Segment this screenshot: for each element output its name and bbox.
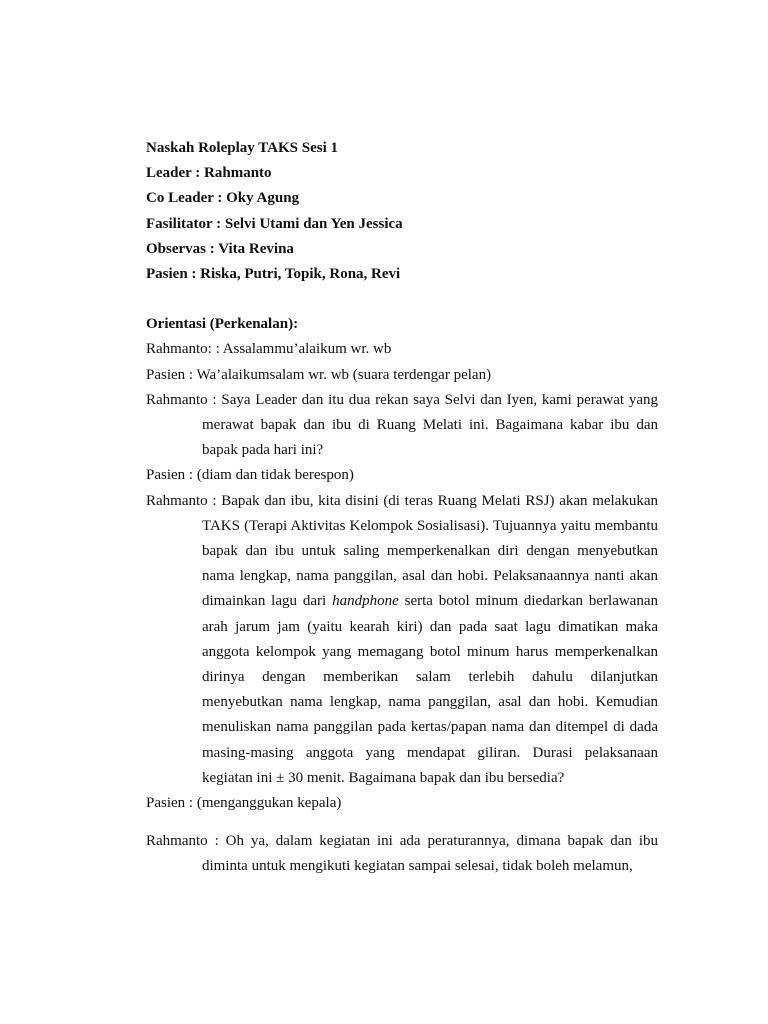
dialogue-text [202, 493, 658, 786]
leader-line: Leader : Rahmanto [146, 165, 272, 182]
co-leader-line: Co Leader : Oky Agung [146, 190, 300, 207]
document-body [146, 136, 658, 880]
dialogue-line-pasien-silent: Pasien : (diam dan tidak berespon) [146, 467, 354, 484]
fasilitator-line: Fasilitator : Selvi Utami dan Yen Jessica [146, 215, 403, 232]
dialogue-text-part: Bapak dan ibu, kita disini (di teras Ruang Melati RSJ) akan melakukan TAKS (Terapi Aktivitas Kelompok Sosialisasi). Tujuannya yaitu membantu bapak dan ibu untuk saling memperkenalkan diri dengan menyebutkan nama lengkap, nama panggilan, asal dan hobi. Pelaksanaannya nanti akan dimainkan lagu dari [202, 492, 658, 610]
speaker-label: Rahmanto : [146, 833, 226, 850]
dialogue-text: Oh ya, dalam kegiatan ini ada peraturannya, dimana bapak dan ibu diminta untuk mengikuti kegiatan sampai selesai, tidak boleh melamun, [202, 833, 658, 875]
document-title: Naskah Roleplay TAKS Sesi 1 [146, 140, 338, 156]
speaker-label: Rahmanto : [146, 391, 222, 408]
orientasi-heading: Orientasi (Perkenalan): [146, 316, 299, 333]
dialogue-italic-term: handphone [332, 593, 399, 610]
dialogue-text-part: serta botol minum diedarkan berlawanan arah jarum jam (yaitu kearah kiri) dan pada saat lagu dimatikan maka anggota kelompok yang memagang botol minum harus memperkenalkan dirinya dengan memberikan salam terlebih dahulu dilanjutkan menyebutkan nama lengkap, nama panggilan, asal dan hobi. Kemudian menuliskan nama panggilan pada kertas/papan nama dan ditempel di dada masing-masing anggota yang mendapat giliran. Durasi pelaksanaan kegiatan ini ± 30 menit. Bagaimana bapak dan ibu bersedia? [202, 593, 659, 786]
dialogue-line-pasien-reply: Pasien : Wa’alaikumsalam wr. wb (suara terdengar pelan) [146, 366, 492, 383]
paragraph-gap [146, 816, 658, 829]
pasien-list-line: Pasien : Riska, Putri, Topik, Rona, Revi [146, 266, 401, 283]
dialogue-rahmanto-intro [146, 388, 658, 464]
observas-line: Observas : Vita Revina [146, 240, 294, 257]
speaker-label: Rahmanto : [146, 492, 222, 509]
dialogue-rahmanto-rules [146, 829, 658, 879]
section-spacer [146, 287, 658, 312]
dialogue-rahmanto-explanation [146, 489, 658, 791]
dialogue-line-pasien-nod: Pasien : (menganggukan kepala) [146, 795, 342, 812]
dialogue-line-rahmanto-greeting: Rahmanto: : Assalammu’alaikum wr. wb [146, 341, 392, 358]
dialogue-text: Saya Leader dan itu dua rekan saya Selvi dan Iyen, kami perawat yang merawat bapak dan ibu di Ruang Melati ini. Bagaimana kabar ibu dan bapak pada hari ini? [202, 391, 658, 459]
